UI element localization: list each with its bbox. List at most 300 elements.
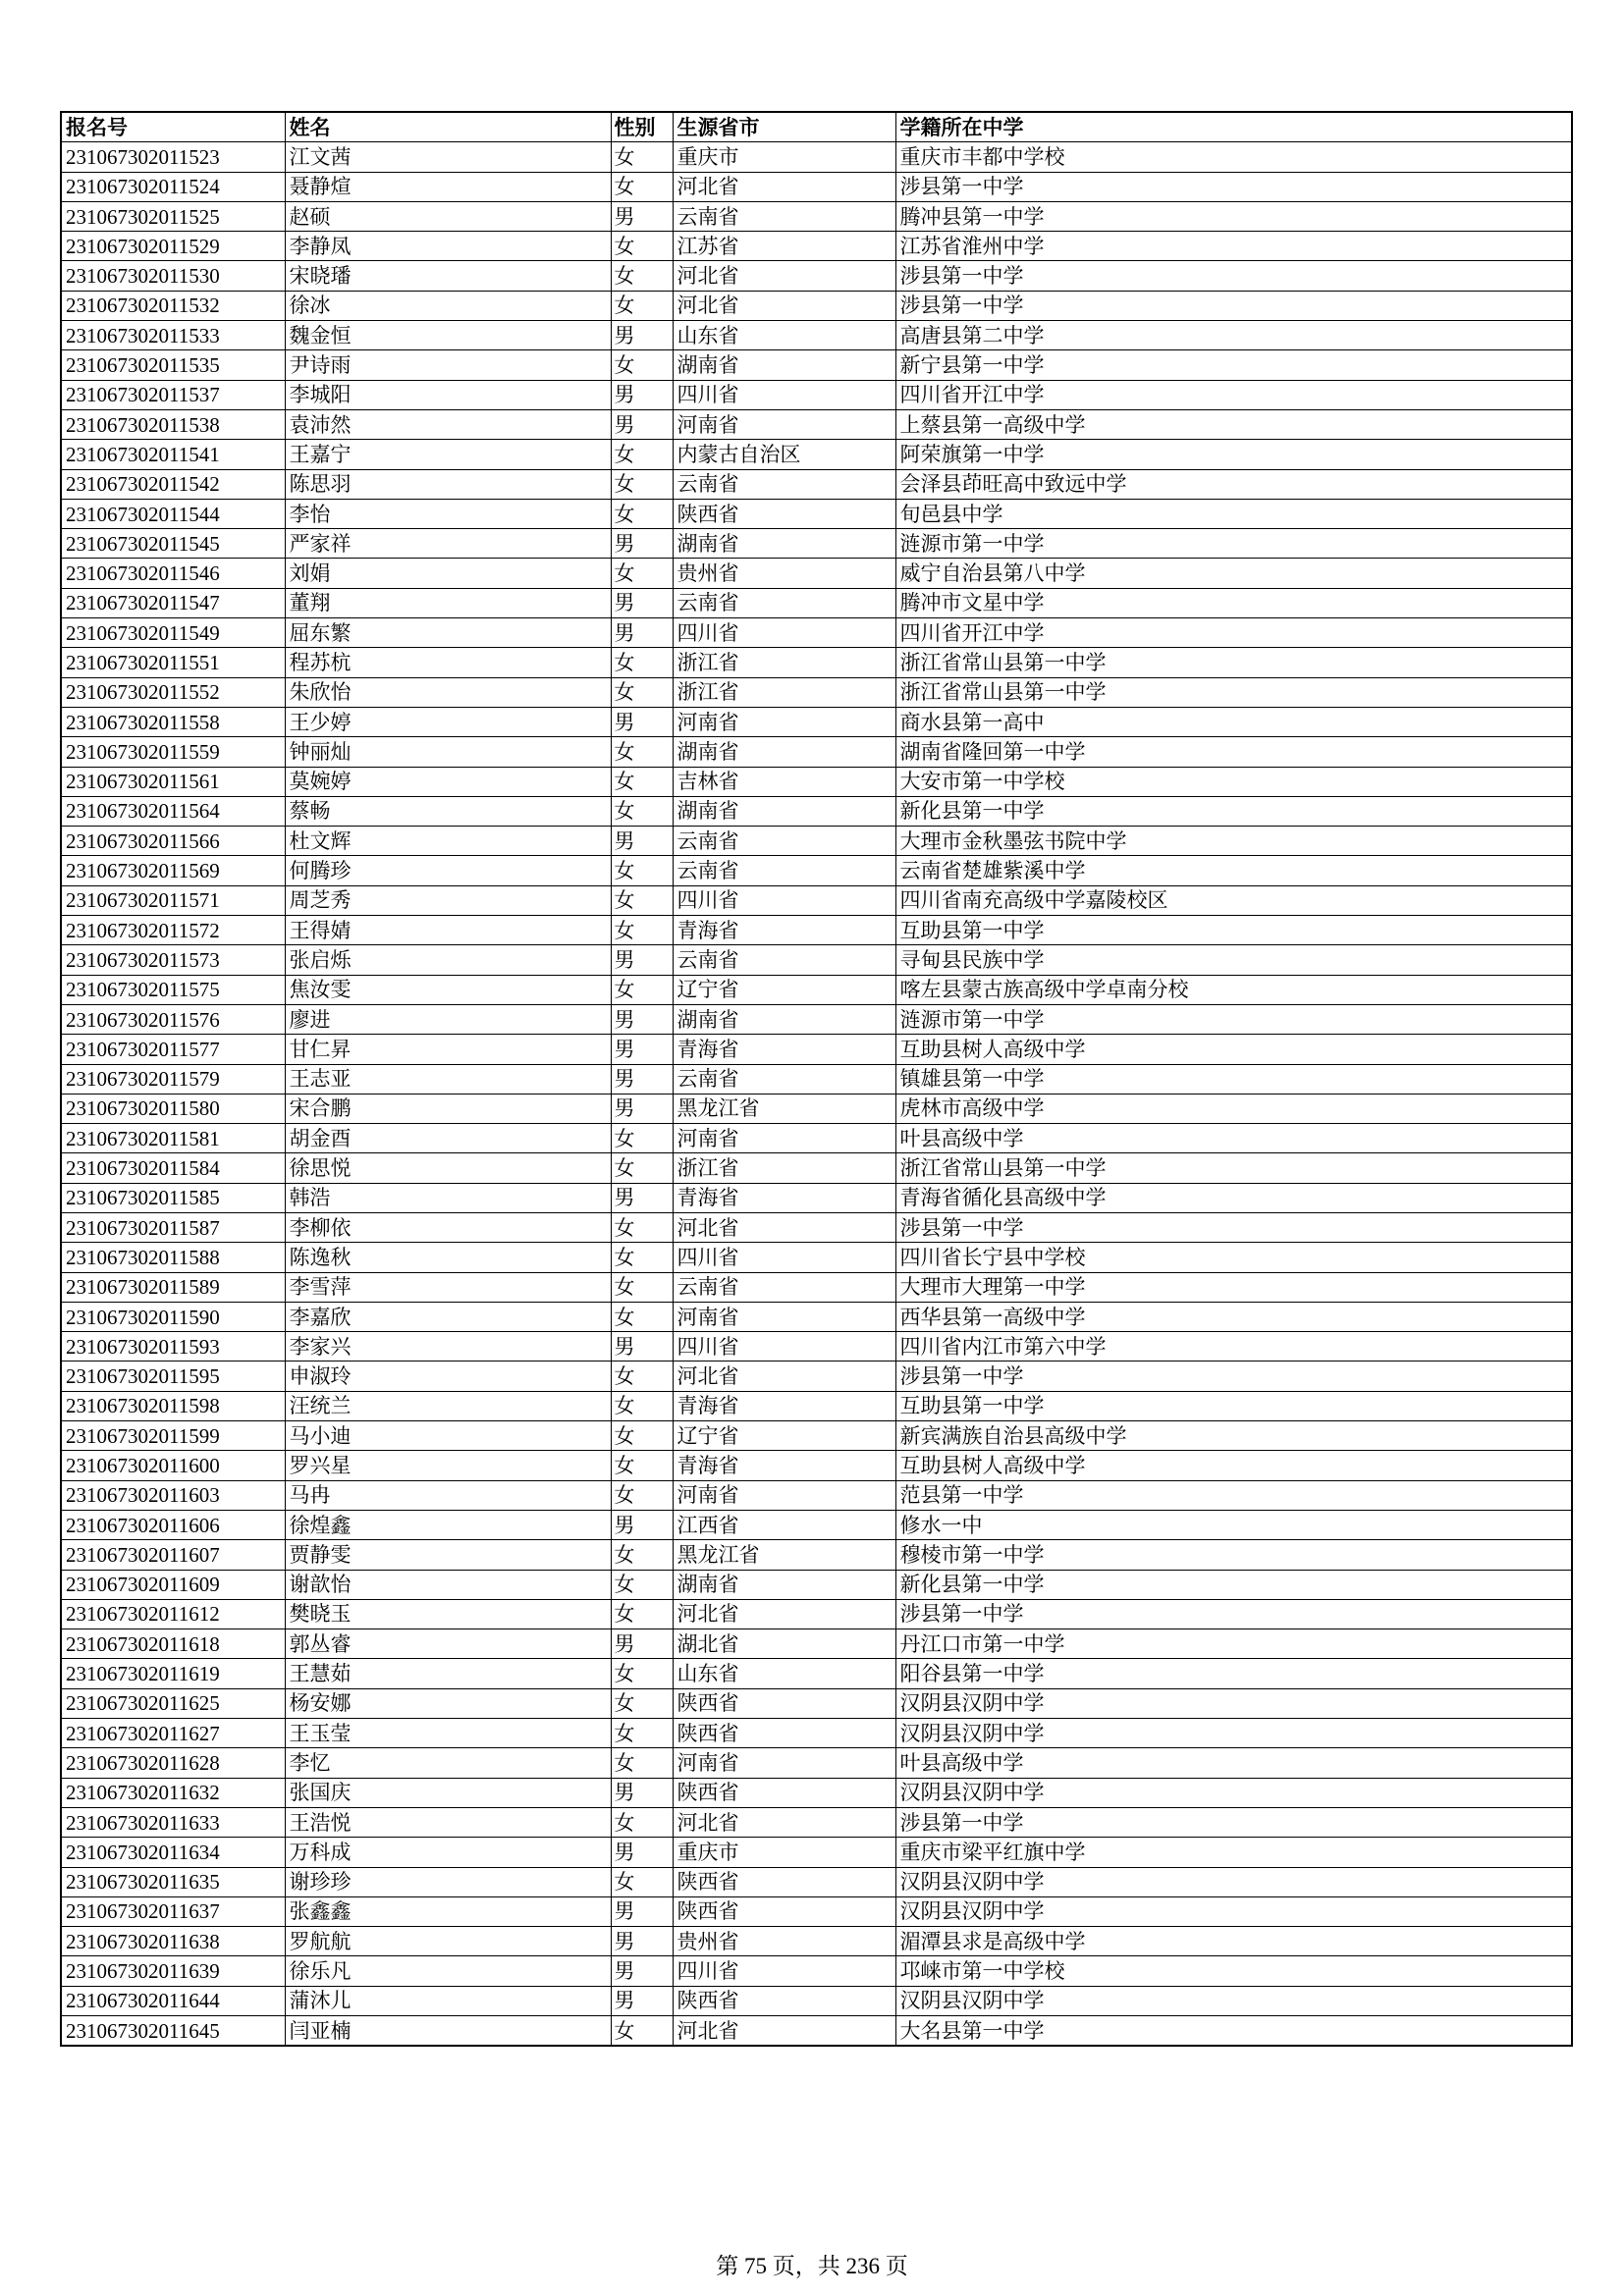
cell-origin-province: 陕西省 bbox=[673, 1986, 895, 2015]
cell-high-school: 重庆市梁平红旗中学 bbox=[895, 1838, 1572, 1867]
table-row bbox=[61, 885, 1572, 915]
cell-registration-number: 231067302011634 bbox=[61, 1838, 285, 1867]
cell-origin-province: 重庆市 bbox=[673, 142, 895, 172]
cell-origin-province: 辽宁省 bbox=[673, 975, 895, 1004]
table-row bbox=[61, 767, 1572, 796]
table-row bbox=[61, 559, 1572, 588]
cell-gender: 女 bbox=[611, 1599, 673, 1629]
cell-origin-province: 河南省 bbox=[673, 1748, 895, 1778]
cell-name: 陈逸秋 bbox=[285, 1243, 611, 1272]
cell-high-school: 汉阴县汉阴中学 bbox=[895, 1688, 1572, 1718]
cell-origin-province: 四川省 bbox=[673, 618, 895, 648]
cell-high-school: 涉县第一中学 bbox=[895, 291, 1572, 320]
cell-origin-province: 青海省 bbox=[673, 1035, 895, 1064]
cell-gender: 女 bbox=[611, 1719, 673, 1748]
cell-name: 王嘉宁 bbox=[285, 440, 611, 469]
table-row bbox=[61, 1064, 1572, 1094]
table-row bbox=[61, 648, 1572, 677]
cell-registration-number: 231067302011628 bbox=[61, 1748, 285, 1778]
table-row bbox=[61, 975, 1572, 1004]
cell-registration-number: 231067302011627 bbox=[61, 1719, 285, 1748]
cell-high-school: 四川省内江市第六中学 bbox=[895, 1332, 1572, 1362]
cell-origin-province: 河北省 bbox=[673, 291, 895, 320]
cell-gender: 男 bbox=[611, 201, 673, 231]
table-row bbox=[61, 1599, 1572, 1629]
table-row bbox=[61, 261, 1572, 291]
cell-name: 陈思羽 bbox=[285, 469, 611, 499]
cell-high-school: 涟源市第一中学 bbox=[895, 529, 1572, 559]
cell-gender: 女 bbox=[611, 1659, 673, 1688]
cell-name: 徐冰 bbox=[285, 291, 611, 320]
cell-registration-number: 231067302011639 bbox=[61, 1956, 285, 1986]
table-row bbox=[61, 232, 1572, 261]
cell-name: 王玉莹 bbox=[285, 1719, 611, 1748]
cell-high-school: 四川省开江中学 bbox=[895, 618, 1572, 648]
cell-registration-number: 231067302011566 bbox=[61, 827, 285, 856]
cell-gender: 男 bbox=[611, 827, 673, 856]
cell-name: 王志亚 bbox=[285, 1064, 611, 1094]
cell-registration-number: 231067302011625 bbox=[61, 1688, 285, 1718]
cell-high-school: 阿荣旗第一中学 bbox=[895, 440, 1572, 469]
cell-high-school: 范县第一中学 bbox=[895, 1480, 1572, 1510]
cell-high-school: 涉县第一中学 bbox=[895, 1807, 1572, 1837]
header-registration-number: 报名号 bbox=[61, 112, 285, 142]
cell-name: 刘娟 bbox=[285, 559, 611, 588]
cell-gender: 男 bbox=[611, 1986, 673, 2015]
cell-gender: 女 bbox=[611, 1124, 673, 1153]
table-row bbox=[61, 737, 1572, 767]
cell-high-school: 汉阴县汉阴中学 bbox=[895, 1986, 1572, 2015]
table-row bbox=[61, 1094, 1572, 1123]
cell-name: 徐乐凡 bbox=[285, 1956, 611, 1986]
cell-high-school: 叶县高级中学 bbox=[895, 1124, 1572, 1153]
cell-origin-province: 云南省 bbox=[673, 1064, 895, 1094]
cell-origin-province: 河南省 bbox=[673, 707, 895, 736]
header-gender: 性别 bbox=[611, 112, 673, 142]
table-row bbox=[61, 1838, 1572, 1867]
cell-name: 申淑玲 bbox=[285, 1362, 611, 1391]
cell-gender: 男 bbox=[611, 1004, 673, 1034]
cell-gender: 男 bbox=[611, 321, 673, 350]
cell-registration-number: 231067302011551 bbox=[61, 648, 285, 677]
cell-gender: 女 bbox=[611, 2016, 673, 2047]
cell-registration-number: 231067302011635 bbox=[61, 1867, 285, 1896]
cell-high-school: 腾冲县第一中学 bbox=[895, 201, 1572, 231]
cell-gender: 男 bbox=[611, 707, 673, 736]
cell-origin-province: 江苏省 bbox=[673, 232, 895, 261]
cell-gender: 女 bbox=[611, 1748, 673, 1778]
cell-name: 宋晓璠 bbox=[285, 261, 611, 291]
table-row bbox=[61, 1807, 1572, 1837]
cell-high-school: 互助县树人高级中学 bbox=[895, 1035, 1572, 1064]
cell-high-school: 穆棱市第一中学 bbox=[895, 1540, 1572, 1570]
cell-gender: 男 bbox=[611, 945, 673, 975]
cell-name: 杨安娜 bbox=[285, 1688, 611, 1718]
cell-origin-province: 河北省 bbox=[673, 1807, 895, 1837]
cell-name: 蔡畅 bbox=[285, 796, 611, 826]
cell-registration-number: 231067302011533 bbox=[61, 321, 285, 350]
cell-gender: 男 bbox=[611, 618, 673, 648]
cell-origin-province: 河北省 bbox=[673, 1212, 895, 1242]
cell-high-school: 喀左县蒙古族高级中学卓南分校 bbox=[895, 975, 1572, 1004]
cell-name: 马冉 bbox=[285, 1480, 611, 1510]
cell-name: 屈东繁 bbox=[285, 618, 611, 648]
cell-high-school: 互助县第一中学 bbox=[895, 916, 1572, 945]
cell-gender: 男 bbox=[611, 1629, 673, 1659]
table-row bbox=[61, 529, 1572, 559]
cell-origin-province: 河北省 bbox=[673, 172, 895, 201]
table-row bbox=[61, 201, 1572, 231]
cell-gender: 男 bbox=[611, 1094, 673, 1123]
header-high-school: 学籍所在中学 bbox=[895, 112, 1572, 142]
cell-origin-province: 湖南省 bbox=[673, 1570, 895, 1599]
cell-registration-number: 231067302011632 bbox=[61, 1778, 285, 1807]
cell-name: 谢歆怡 bbox=[285, 1570, 611, 1599]
cell-origin-province: 青海省 bbox=[673, 916, 895, 945]
cell-gender: 女 bbox=[611, 1540, 673, 1570]
cell-name: 李静凤 bbox=[285, 232, 611, 261]
cell-gender: 女 bbox=[611, 1391, 673, 1420]
header-origin-province: 生源省市 bbox=[673, 112, 895, 142]
cell-name: 周芝秀 bbox=[285, 885, 611, 915]
cell-high-school: 商水县第一高中 bbox=[895, 707, 1572, 736]
cell-origin-province: 河北省 bbox=[673, 1362, 895, 1391]
cell-origin-province: 四川省 bbox=[673, 1332, 895, 1362]
cell-registration-number: 231067302011587 bbox=[61, 1212, 285, 1242]
cell-registration-number: 231067302011606 bbox=[61, 1510, 285, 1539]
cell-gender: 男 bbox=[611, 409, 673, 439]
table-row bbox=[61, 1510, 1572, 1539]
cell-registration-number: 231067302011590 bbox=[61, 1302, 285, 1331]
cell-high-school: 汉阴县汉阴中学 bbox=[895, 1719, 1572, 1748]
cell-high-school: 涉县第一中学 bbox=[895, 1362, 1572, 1391]
cell-origin-province: 陕西省 bbox=[673, 1867, 895, 1896]
cell-registration-number: 231067302011558 bbox=[61, 707, 285, 736]
table-row bbox=[61, 380, 1572, 409]
cell-origin-province: 辽宁省 bbox=[673, 1421, 895, 1451]
cell-origin-province: 湖北省 bbox=[673, 1629, 895, 1659]
cell-registration-number: 231067302011579 bbox=[61, 1064, 285, 1094]
table-row bbox=[61, 1035, 1572, 1064]
table-row bbox=[61, 1421, 1572, 1451]
cell-origin-province: 云南省 bbox=[673, 201, 895, 231]
cell-origin-province: 青海省 bbox=[673, 1391, 895, 1420]
cell-name: 莫婉婷 bbox=[285, 767, 611, 796]
cell-gender: 女 bbox=[611, 916, 673, 945]
cell-high-school: 大名县第一中学 bbox=[895, 2016, 1572, 2047]
cell-gender: 女 bbox=[611, 1272, 673, 1302]
cell-name: 张鑫鑫 bbox=[285, 1896, 611, 1926]
cell-high-school: 高唐县第二中学 bbox=[895, 321, 1572, 350]
cell-origin-province: 云南省 bbox=[673, 827, 895, 856]
cell-origin-province: 湖南省 bbox=[673, 1004, 895, 1034]
cell-high-school: 涉县第一中学 bbox=[895, 1599, 1572, 1629]
cell-high-school: 青海省循化县高级中学 bbox=[895, 1183, 1572, 1212]
table-row bbox=[61, 1272, 1572, 1302]
table-row bbox=[61, 916, 1572, 945]
cell-registration-number: 231067302011537 bbox=[61, 380, 285, 409]
cell-name: 郭丛睿 bbox=[285, 1629, 611, 1659]
cell-gender: 女 bbox=[611, 1362, 673, 1391]
cell-registration-number: 231067302011612 bbox=[61, 1599, 285, 1629]
cell-origin-province: 内蒙古自治区 bbox=[673, 440, 895, 469]
cell-high-school: 四川省开江中学 bbox=[895, 380, 1572, 409]
cell-name: 李怡 bbox=[285, 499, 611, 528]
cell-registration-number: 231067302011546 bbox=[61, 559, 285, 588]
cell-registration-number: 231067302011530 bbox=[61, 261, 285, 291]
table-row bbox=[61, 172, 1572, 201]
cell-registration-number: 231067302011564 bbox=[61, 796, 285, 826]
cell-registration-number: 231067302011598 bbox=[61, 1391, 285, 1420]
cell-name: 宋合鹏 bbox=[285, 1094, 611, 1123]
cell-origin-province: 黑龙江省 bbox=[673, 1540, 895, 1570]
cell-name: 樊晓玉 bbox=[285, 1599, 611, 1629]
cell-gender: 女 bbox=[611, 261, 673, 291]
cell-origin-province: 陕西省 bbox=[673, 1688, 895, 1718]
cell-high-school: 涉县第一中学 bbox=[895, 172, 1572, 201]
cell-high-school: 新宾满族自治县高级中学 bbox=[895, 1421, 1572, 1451]
cell-name: 程苏杭 bbox=[285, 648, 611, 677]
cell-gender: 女 bbox=[611, 172, 673, 201]
table-row bbox=[61, 1540, 1572, 1570]
cell-high-school: 邛崃市第一中学校 bbox=[895, 1956, 1572, 1986]
cell-high-school: 叶县高级中学 bbox=[895, 1748, 1572, 1778]
cell-high-school: 四川省南充高级中学嘉陵校区 bbox=[895, 885, 1572, 915]
cell-name: 王浩悦 bbox=[285, 1807, 611, 1837]
cell-high-school: 寻甸县民族中学 bbox=[895, 945, 1572, 975]
cell-gender: 女 bbox=[611, 677, 673, 707]
cell-origin-province: 江西省 bbox=[673, 1510, 895, 1539]
cell-origin-province: 河北省 bbox=[673, 1599, 895, 1629]
table-row bbox=[61, 142, 1572, 172]
table-row bbox=[61, 350, 1572, 380]
cell-origin-province: 湖南省 bbox=[673, 529, 895, 559]
cell-high-school: 重庆市丰都中学校 bbox=[895, 142, 1572, 172]
cell-high-school: 阳谷县第一中学 bbox=[895, 1659, 1572, 1688]
cell-high-school: 汉阴县汉阴中学 bbox=[895, 1867, 1572, 1896]
cell-registration-number: 231067302011541 bbox=[61, 440, 285, 469]
cell-name: 聂静煊 bbox=[285, 172, 611, 201]
cell-gender: 女 bbox=[611, 1153, 673, 1183]
cell-high-school: 修水一中 bbox=[895, 1510, 1572, 1539]
cell-name: 胡金酉 bbox=[285, 1124, 611, 1153]
cell-registration-number: 231067302011593 bbox=[61, 1332, 285, 1362]
cell-origin-province: 贵州省 bbox=[673, 559, 895, 588]
cell-registration-number: 231067302011569 bbox=[61, 856, 285, 885]
table-row bbox=[61, 1243, 1572, 1272]
table-row bbox=[61, 1867, 1572, 1896]
table-row bbox=[61, 1004, 1572, 1034]
cell-high-school: 上蔡县第一高级中学 bbox=[895, 409, 1572, 439]
table-row bbox=[61, 1719, 1572, 1748]
cell-name: 马小迪 bbox=[285, 1421, 611, 1451]
cell-high-school: 旬邑县中学 bbox=[895, 499, 1572, 528]
cell-high-school: 汉阴县汉阴中学 bbox=[895, 1778, 1572, 1807]
cell-registration-number: 231067302011544 bbox=[61, 499, 285, 528]
cell-origin-province: 云南省 bbox=[673, 945, 895, 975]
cell-registration-number: 231067302011603 bbox=[61, 1480, 285, 1510]
cell-registration-number: 231067302011644 bbox=[61, 1986, 285, 2015]
cell-registration-number: 231067302011645 bbox=[61, 2016, 285, 2047]
cell-name: 王慧茹 bbox=[285, 1659, 611, 1688]
table-row bbox=[61, 1451, 1572, 1480]
cell-registration-number: 231067302011581 bbox=[61, 1124, 285, 1153]
cell-origin-province: 浙江省 bbox=[673, 677, 895, 707]
cell-registration-number: 231067302011576 bbox=[61, 1004, 285, 1034]
header-name: 姓名 bbox=[285, 112, 611, 142]
cell-origin-province: 黑龙江省 bbox=[673, 1094, 895, 1123]
page-number: 第 75 页，共 236 页 bbox=[716, 2254, 908, 2278]
cell-registration-number: 231067302011561 bbox=[61, 767, 285, 796]
table-row bbox=[61, 1332, 1572, 1362]
cell-high-school: 虎林市高级中学 bbox=[895, 1094, 1572, 1123]
cell-registration-number: 231067302011571 bbox=[61, 885, 285, 915]
cell-origin-province: 四川省 bbox=[673, 1243, 895, 1272]
cell-registration-number: 231067302011552 bbox=[61, 677, 285, 707]
table-body bbox=[61, 142, 1572, 2047]
cell-high-school: 新化县第一中学 bbox=[895, 1570, 1572, 1599]
cell-gender: 女 bbox=[611, 499, 673, 528]
cell-registration-number: 231067302011589 bbox=[61, 1272, 285, 1302]
cell-registration-number: 231067302011524 bbox=[61, 172, 285, 201]
cell-gender: 女 bbox=[611, 885, 673, 915]
table-row bbox=[61, 1183, 1572, 1212]
cell-name: 罗航航 bbox=[285, 1927, 611, 1956]
table-row bbox=[61, 1153, 1572, 1183]
cell-high-school: 涉县第一中学 bbox=[895, 1212, 1572, 1242]
table-row bbox=[61, 1956, 1572, 1986]
cell-name: 袁沛然 bbox=[285, 409, 611, 439]
cell-registration-number: 231067302011547 bbox=[61, 588, 285, 617]
cell-gender: 女 bbox=[611, 350, 673, 380]
cell-gender: 女 bbox=[611, 1688, 673, 1718]
cell-registration-number: 231067302011637 bbox=[61, 1896, 285, 1926]
table-row bbox=[61, 1986, 1572, 2015]
cell-gender: 女 bbox=[611, 796, 673, 826]
cell-gender: 女 bbox=[611, 648, 673, 677]
cell-name: 张启烁 bbox=[285, 945, 611, 975]
cell-origin-province: 青海省 bbox=[673, 1451, 895, 1480]
cell-name: 李嘉欣 bbox=[285, 1302, 611, 1331]
cell-gender: 女 bbox=[611, 559, 673, 588]
cell-gender: 男 bbox=[611, 1183, 673, 1212]
cell-high-school: 大理市大理第一中学 bbox=[895, 1272, 1572, 1302]
table-row bbox=[61, 409, 1572, 439]
cell-name: 江文茜 bbox=[285, 142, 611, 172]
cell-name: 徐煌鑫 bbox=[285, 1510, 611, 1539]
cell-registration-number: 231067302011619 bbox=[61, 1659, 285, 1688]
cell-gender: 男 bbox=[611, 1332, 673, 1362]
cell-gender: 女 bbox=[611, 1570, 673, 1599]
cell-name: 杜文辉 bbox=[285, 827, 611, 856]
cell-high-school: 湖南省隆回第一中学 bbox=[895, 737, 1572, 767]
table-row bbox=[61, 1778, 1572, 1807]
cell-registration-number: 231067302011535 bbox=[61, 350, 285, 380]
cell-name: 李忆 bbox=[285, 1748, 611, 1778]
cell-name: 尹诗雨 bbox=[285, 350, 611, 380]
table-row bbox=[61, 1748, 1572, 1778]
cell-name: 焦汝雯 bbox=[285, 975, 611, 1004]
cell-high-school: 镇雄县第一中学 bbox=[895, 1064, 1572, 1094]
cell-high-school: 大安市第一中学校 bbox=[895, 767, 1572, 796]
cell-name: 李柳依 bbox=[285, 1212, 611, 1242]
cell-gender: 男 bbox=[611, 1838, 673, 1867]
table-row bbox=[61, 1391, 1572, 1420]
table-row bbox=[61, 1896, 1572, 1926]
cell-high-school: 丹江口市第一中学 bbox=[895, 1629, 1572, 1659]
cell-name: 汪统兰 bbox=[285, 1391, 611, 1420]
cell-high-school: 江苏省淮州中学 bbox=[895, 232, 1572, 261]
cell-origin-province: 云南省 bbox=[673, 1272, 895, 1302]
table-row bbox=[61, 1629, 1572, 1659]
cell-registration-number: 231067302011633 bbox=[61, 1807, 285, 1837]
cell-origin-province: 河北省 bbox=[673, 2016, 895, 2047]
cell-gender: 男 bbox=[611, 1510, 673, 1539]
cell-registration-number: 231067302011577 bbox=[61, 1035, 285, 1064]
cell-registration-number: 231067302011542 bbox=[61, 469, 285, 499]
cell-origin-province: 湖南省 bbox=[673, 737, 895, 767]
cell-name: 王少婷 bbox=[285, 707, 611, 736]
cell-registration-number: 231067302011532 bbox=[61, 291, 285, 320]
cell-high-school: 大理市金秋墨弦书院中学 bbox=[895, 827, 1572, 856]
table-row bbox=[61, 1302, 1572, 1331]
cell-registration-number: 231067302011538 bbox=[61, 409, 285, 439]
cell-name: 李雪萍 bbox=[285, 1272, 611, 1302]
cell-origin-province: 陕西省 bbox=[673, 1778, 895, 1807]
cell-name: 钟丽灿 bbox=[285, 737, 611, 767]
table-row bbox=[61, 321, 1572, 350]
cell-registration-number: 231067302011618 bbox=[61, 1629, 285, 1659]
cell-gender: 女 bbox=[611, 440, 673, 469]
cell-registration-number: 231067302011573 bbox=[61, 945, 285, 975]
cell-name: 韩浩 bbox=[285, 1183, 611, 1212]
table-row bbox=[61, 440, 1572, 469]
cell-name: 张国庆 bbox=[285, 1778, 611, 1807]
cell-registration-number: 231067302011575 bbox=[61, 975, 285, 1004]
cell-name: 王得婧 bbox=[285, 916, 611, 945]
cell-registration-number: 231067302011588 bbox=[61, 1243, 285, 1272]
cell-registration-number: 231067302011585 bbox=[61, 1183, 285, 1212]
cell-high-school: 湄潭县求是高级中学 bbox=[895, 1927, 1572, 1956]
cell-registration-number: 231067302011580 bbox=[61, 1094, 285, 1123]
cell-origin-province: 吉林省 bbox=[673, 767, 895, 796]
cell-gender: 女 bbox=[611, 975, 673, 1004]
cell-gender: 男 bbox=[611, 1896, 673, 1926]
admission-list-table bbox=[60, 111, 1573, 2047]
cell-high-school: 浙江省常山县第一中学 bbox=[895, 1153, 1572, 1183]
cell-name: 李家兴 bbox=[285, 1332, 611, 1362]
cell-registration-number: 231067302011638 bbox=[61, 1927, 285, 1956]
cell-gender: 女 bbox=[611, 1451, 673, 1480]
cell-gender: 女 bbox=[611, 1807, 673, 1837]
cell-gender: 女 bbox=[611, 1212, 673, 1242]
cell-name: 罗兴星 bbox=[285, 1451, 611, 1480]
cell-origin-province: 陕西省 bbox=[673, 499, 895, 528]
cell-origin-province: 陕西省 bbox=[673, 1719, 895, 1748]
table-row bbox=[61, 856, 1572, 885]
cell-name: 李城阳 bbox=[285, 380, 611, 409]
cell-registration-number: 231067302011545 bbox=[61, 529, 285, 559]
cell-high-school: 西华县第一高级中学 bbox=[895, 1302, 1572, 1331]
cell-origin-province: 四川省 bbox=[673, 380, 895, 409]
cell-gender: 女 bbox=[611, 291, 673, 320]
cell-origin-province: 浙江省 bbox=[673, 1153, 895, 1183]
table-row bbox=[61, 1659, 1572, 1688]
table-row bbox=[61, 1480, 1572, 1510]
table-row bbox=[61, 945, 1572, 975]
cell-high-school: 涉县第一中学 bbox=[895, 261, 1572, 291]
table-header-row bbox=[61, 112, 1572, 142]
